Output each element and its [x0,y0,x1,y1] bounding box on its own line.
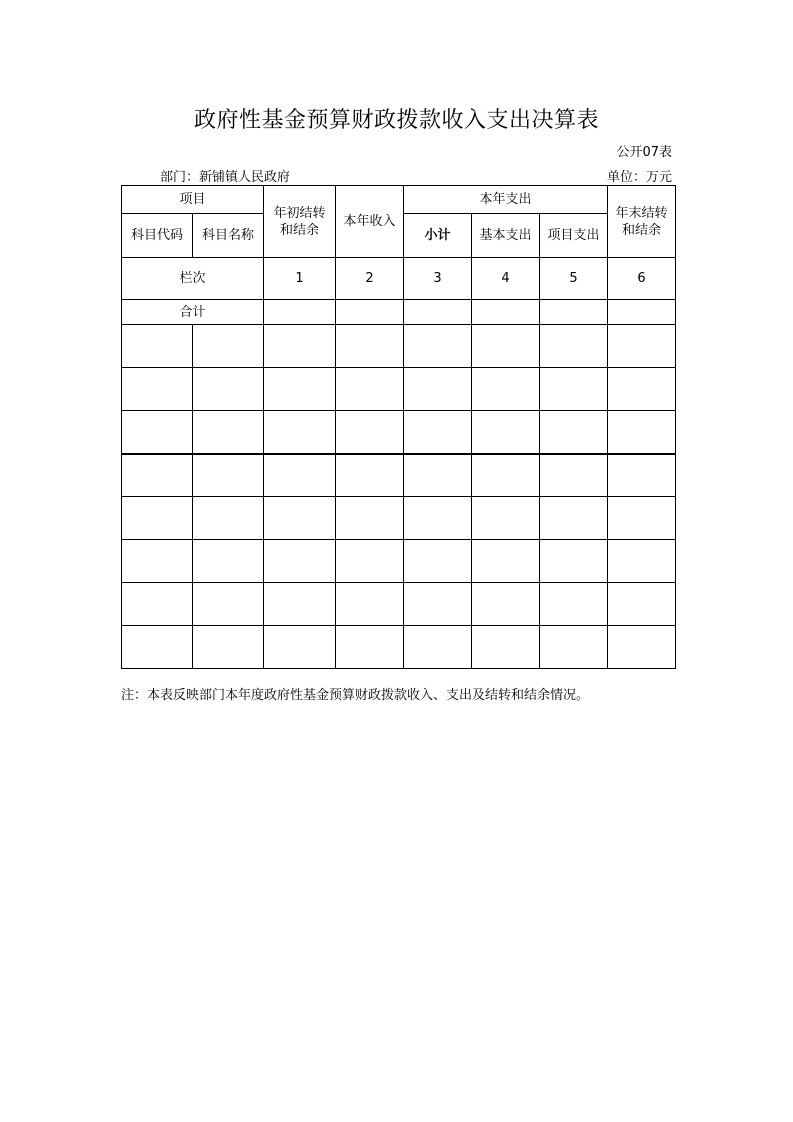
column-number: 6 [608,258,676,300]
table-cell [264,300,336,325]
table-cell [193,583,264,626]
table-row [122,583,676,626]
table-cell [608,583,676,626]
table-cell [540,368,608,411]
table-cell [472,411,540,454]
table-cell [540,411,608,454]
table-row [122,411,676,454]
table-cell [404,540,472,583]
total-row-label: 合计 [122,300,264,325]
header-current-expense: 本年支出 [404,186,608,214]
table-cell [264,411,336,454]
form-code: 公开07表 [616,145,672,160]
column-number: 2 [336,258,404,300]
table-cell [472,300,540,325]
header-basic-expense: 基本支出 [472,214,540,258]
header-project: 项目 [122,186,264,214]
table-cell [540,325,608,368]
table-cell [404,325,472,368]
table-cell [608,626,676,669]
column-number: 4 [472,258,540,300]
table-cell [404,411,472,454]
table-row [122,368,676,411]
table-cell [264,540,336,583]
table-cell [122,626,193,669]
header-current-income: 本年收入 [336,186,404,258]
table-cell [264,626,336,669]
table-cell [336,583,404,626]
table-cell [472,497,540,540]
table-cell [608,497,676,540]
column-row-label: 栏次 [122,258,264,300]
table-cell [336,368,404,411]
table-cell [404,454,472,497]
table-cell [193,411,264,454]
table-cell [122,497,193,540]
table-cell [264,454,336,497]
table-row [122,540,676,583]
table-cell [404,300,472,325]
table-cell [540,454,608,497]
column-number: 5 [540,258,608,300]
table-cell [608,411,676,454]
table-cell [540,300,608,325]
table-cell [193,626,264,669]
table-cell [540,540,608,583]
table-cell [336,300,404,325]
table-cell [608,540,676,583]
table-cell [336,325,404,368]
header-opening-balance: 年初结转和结余 [264,186,336,258]
table-cell [472,325,540,368]
table-cell [404,583,472,626]
table-cell [336,454,404,497]
table-cell [608,368,676,411]
table-cell [122,411,193,454]
header-subject-name: 科目名称 [193,214,264,258]
footnote: 注：本表反映部门本年度政府性基金预算财政拨款收入、支出及结转和结余情况。 [121,688,590,703]
header-closing-balance: 年末结转和结余 [608,186,676,258]
table-cell [122,368,193,411]
table-cell [472,626,540,669]
table-row [122,497,676,540]
budget-table [121,185,676,669]
table-cell [540,497,608,540]
table-cell [404,497,472,540]
table-cell [472,368,540,411]
table-cell [404,368,472,411]
table-cell [608,300,676,325]
column-number: 1 [264,258,336,300]
table-cell [122,583,193,626]
table-cell [336,411,404,454]
table-cell [264,325,336,368]
table-row [122,454,676,497]
table-cell [472,540,540,583]
table-cell [193,325,264,368]
header-project-expense: 项目支出 [540,214,608,258]
department-label: 部门：新铺镇人民政府 [160,170,291,185]
table-row [122,325,676,368]
header-subject-code: 科目代码 [122,214,193,258]
table-cell [264,583,336,626]
table-cell [193,540,264,583]
table-cell [336,626,404,669]
table-cell [540,583,608,626]
table-cell [336,540,404,583]
table-cell [122,325,193,368]
table-cell [264,497,336,540]
table-cell [122,454,193,497]
table-cell [608,454,676,497]
report-title: 政府性基金预算财政拨款收入支出决算表 [193,108,599,133]
table-cell [122,540,193,583]
table-cell [193,497,264,540]
unit-label: 单位：万元 [606,170,672,185]
table-cell [193,368,264,411]
header-subtotal: 小计 [404,214,472,258]
table-row [122,626,676,669]
column-number: 3 [404,258,472,300]
table-cell [472,583,540,626]
table-cell [404,626,472,669]
table-cell [264,368,336,411]
table-cell [608,325,676,368]
table-cell [540,626,608,669]
table-cell [472,454,540,497]
table-cell [336,497,404,540]
table-cell [193,454,264,497]
